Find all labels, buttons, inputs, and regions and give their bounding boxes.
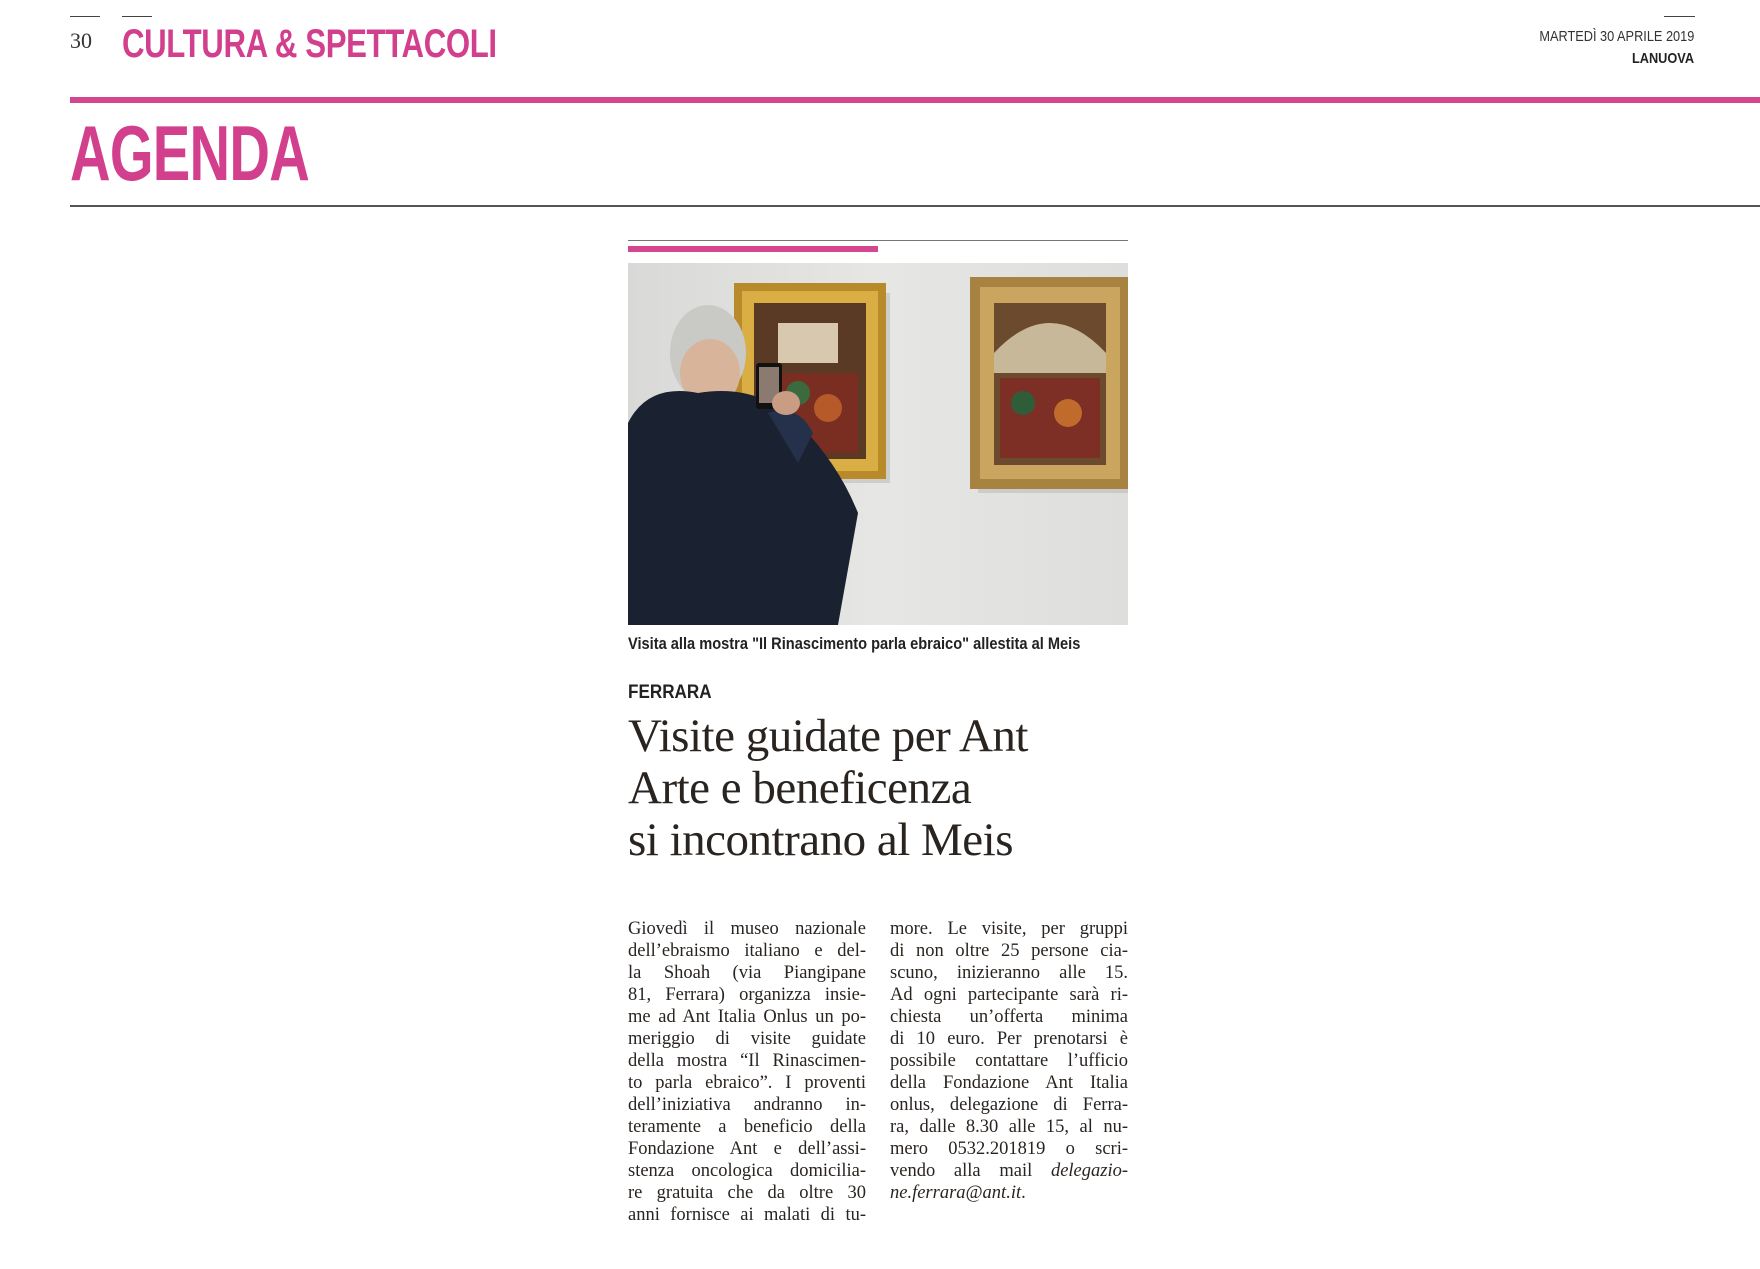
body-line bbox=[890, 1160, 1128, 1182]
body-line-text: dell’iniziativa andranno in- bbox=[628, 1095, 866, 1115]
page-number: 30 bbox=[70, 28, 92, 53]
newspaper-name: LANUOVA bbox=[1631, 50, 1694, 67]
body-line-text: me ad Ant Italia Onlus un po- bbox=[628, 1007, 866, 1027]
body-line-text: la Shoah (via Piangipane bbox=[628, 963, 866, 983]
body-line bbox=[628, 1138, 866, 1160]
body-line-text: meriggio di visite guidate bbox=[628, 1029, 866, 1049]
body-line-text: Giovedì il museo nazionale bbox=[628, 919, 866, 939]
body-line bbox=[628, 1094, 866, 1116]
body-line bbox=[890, 1116, 1128, 1138]
body-column-2 bbox=[890, 918, 1128, 1204]
body-column-1 bbox=[628, 918, 866, 1226]
body-line-text: re gratuita che da oltre 30 bbox=[628, 1183, 866, 1203]
email-link[interactable]: delegazio- bbox=[1050, 1161, 1128, 1181]
body-line bbox=[628, 962, 866, 984]
body-line bbox=[628, 1028, 866, 1050]
body-line-text: vendo alla mail bbox=[890, 1161, 1051, 1181]
body-line bbox=[628, 1116, 866, 1138]
body-line-text: dell’ebraismo italiano e del- bbox=[628, 941, 866, 961]
body-line bbox=[890, 940, 1128, 962]
body-line-text: possibile contattare l’ufficio bbox=[890, 1051, 1128, 1071]
divider bbox=[70, 205, 1760, 207]
body-line-text: della mostra “Il Rinascimen- bbox=[628, 1051, 866, 1071]
body-line bbox=[628, 1204, 866, 1226]
body-line bbox=[890, 1050, 1128, 1072]
photo-caption: Visita alla mostra "Il Rinascimento parla ebraico" allestita al Meis bbox=[628, 634, 1081, 653]
email-link[interactable]: ne.ferrara@ant.it bbox=[890, 1183, 1022, 1203]
body-line bbox=[628, 940, 866, 962]
body-line bbox=[890, 1182, 1128, 1204]
body-line-text: scuno, inizieranno alle 15. bbox=[890, 963, 1128, 983]
body-line bbox=[890, 918, 1128, 940]
body-line-text: 81, Ferrara) organizza insie- bbox=[628, 985, 866, 1005]
article-photo bbox=[628, 263, 1128, 625]
article-kicker: FERRARA bbox=[628, 682, 712, 703]
body-line-text: ra, dalle 8.30 alle 15, al nu- bbox=[890, 1117, 1128, 1137]
body-line-text: more. Le visite, per gruppi bbox=[890, 919, 1128, 939]
body-line-text: onlus, delegazione di Ferra- bbox=[890, 1095, 1128, 1115]
body-line bbox=[628, 1072, 866, 1094]
body-line-text: Fondazione Ant e dell’assi- bbox=[628, 1139, 866, 1159]
body-line-text: teramente a beneficio della bbox=[628, 1117, 866, 1137]
body-line-text: to parla ebraico”. I proventi bbox=[628, 1073, 866, 1093]
accent-rule bbox=[70, 97, 1760, 103]
body-line-text: mero 0532.201819 o scri- bbox=[890, 1139, 1128, 1159]
body-line bbox=[890, 1028, 1128, 1050]
header-dash bbox=[1664, 16, 1695, 17]
header-dash bbox=[122, 16, 152, 17]
body-line bbox=[890, 1006, 1128, 1028]
body-line-text: di 10 euro. Per prenotarsi è bbox=[890, 1029, 1128, 1049]
page-title: AGENDA bbox=[70, 109, 310, 197]
body-line-text: della Fondazione Ant Italia bbox=[890, 1073, 1128, 1093]
photo-museum-visitor-icon bbox=[628, 263, 1128, 625]
body-line-text: Ad ogni partecipante sarà ri- bbox=[890, 985, 1128, 1005]
article-accent-bar bbox=[628, 246, 878, 252]
body-line-text: stenza oncologica domicilia- bbox=[628, 1161, 866, 1181]
body-line bbox=[628, 918, 866, 940]
header-dash bbox=[70, 16, 100, 17]
headline-line: Arte e beneficenza bbox=[628, 762, 972, 814]
section-title: CULTURA & SPETTACOLI bbox=[122, 22, 497, 66]
body-line bbox=[628, 1006, 866, 1028]
headline-line: Visite guidate per Ant bbox=[628, 710, 1028, 762]
body-line bbox=[890, 984, 1128, 1006]
article-top-rule bbox=[628, 240, 1128, 241]
body-line-text: anni fornisce ai malati di tu- bbox=[628, 1205, 866, 1225]
body-line bbox=[890, 962, 1128, 984]
issue-date: MARTEDÌ 30 APRILE 2019 bbox=[1539, 28, 1694, 45]
body-line bbox=[890, 1138, 1128, 1160]
body-line-text: di non oltre 25 persone cia- bbox=[890, 941, 1128, 961]
body-line bbox=[890, 1072, 1128, 1094]
headline-line: si incontrano al Meis bbox=[628, 814, 1014, 866]
body-line bbox=[628, 1050, 866, 1072]
body-line bbox=[628, 1160, 866, 1182]
body-line bbox=[628, 984, 866, 1006]
body-line bbox=[628, 1182, 866, 1204]
article-headline bbox=[628, 710, 1028, 866]
body-line-text: . bbox=[1021, 1183, 1026, 1203]
body-line bbox=[890, 1094, 1128, 1116]
body-line-text: chiesta un’offerta minima bbox=[890, 1007, 1128, 1027]
